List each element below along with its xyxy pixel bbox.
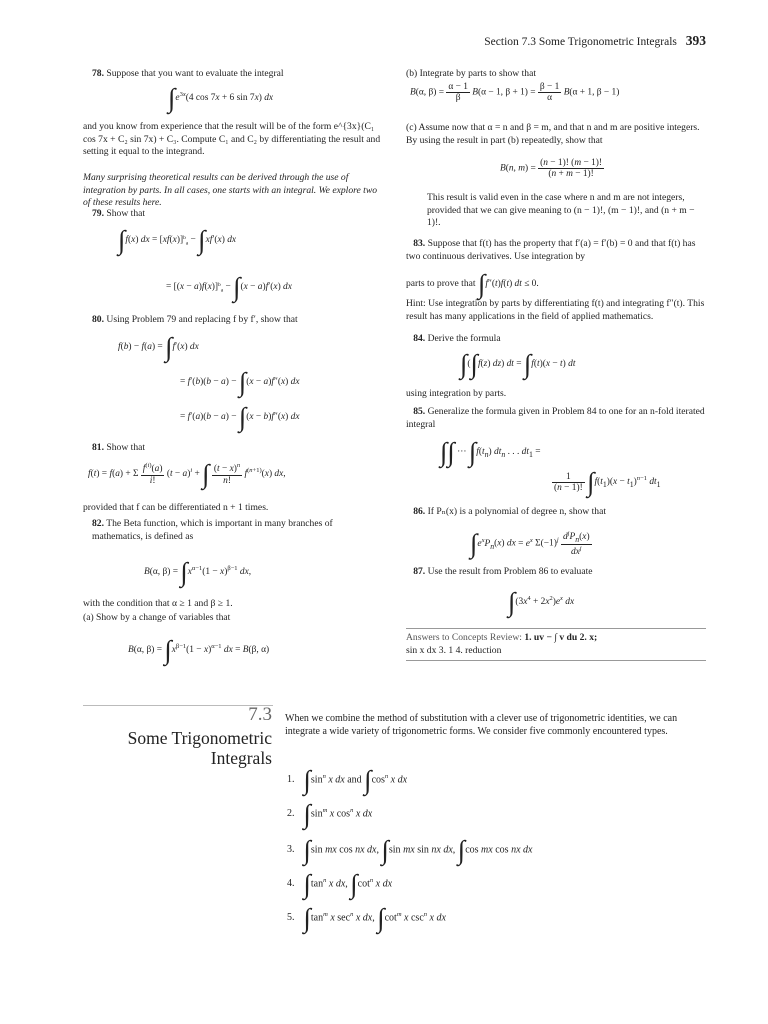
concepts-review-answers bbox=[406, 632, 706, 657]
equation-80-line3: = f′(a)(b − a) − ∫(x − b)f″(x) dx bbox=[180, 402, 300, 432]
problem-82-condition: with the condition that α ≥ 1 and β ≥ 1. bbox=[83, 598, 233, 609]
problem-81-after: provided that f can be differentiated n + 1 times. bbox=[83, 502, 269, 513]
answers-line2: sin x dx 3. 1 4. reduction bbox=[406, 644, 502, 656]
problem-number: 85. bbox=[413, 406, 426, 417]
problem-81 bbox=[92, 442, 382, 455]
section-title-line1: Some Trigonometric bbox=[127, 728, 272, 748]
equation-84: ∫(∫f(z) dz) dt = ∫f(t)(x − t) dt bbox=[460, 349, 576, 379]
problem-82-part-a: (a) Show by a change of variables that bbox=[83, 612, 231, 623]
problem-84-after: using integration by parts. bbox=[406, 388, 507, 399]
problem-number: 82. bbox=[92, 518, 104, 529]
problem-82-part-b: (b) Integrate by parts to show that bbox=[406, 68, 537, 79]
page-number: 393 bbox=[685, 33, 706, 48]
problem-number: 79. bbox=[92, 208, 104, 219]
problem-number: 80. bbox=[92, 314, 104, 325]
equation-81: f(t) = f(a) + Σ $\frac{f^{(i)}(a)}{i!}$ $(t - a)^i$ + ∫ $\frac{(t - x)^n}{n!}$ $f^{(n+1)}(x)$ dx, bbox=[88, 459, 286, 489]
section-title-line2: Integrals bbox=[210, 748, 272, 768]
problem-82-part-c: (c) Assume now that α = n and β = m, and that n and m are positive integers. By using the result in part (b) repeatedly, show that bbox=[406, 122, 700, 146]
problem-83 bbox=[406, 238, 708, 263]
equation-82b: B(α, β) = $\frac{\alpha - 1}{\beta}$ B(α − 1, β + 1) = $\frac{\beta - 1}{\alpha}$ B(α + 1, β − 1) bbox=[410, 82, 620, 103]
header-section: Section 7.3 Some Trigonometric Integrals bbox=[484, 36, 677, 48]
type-3: 3. ∫sin mx cos nx dx, ∫sin mx sin nx dx, ∫cos mx cos nx dx bbox=[287, 835, 533, 865]
section-intro: When we combine the method of substitution with a clever use of trigonometric identities, we can integrate a wide variety of trigonometric forms. We consider five commonly encountered types. bbox=[285, 713, 678, 737]
answer-2: 2. x; bbox=[579, 632, 598, 643]
equation-85-line2: $\frac{1}{(n - 1)!}$ $\int f(t_1)(x - t_1)^{n-1}$ $dt_1$ bbox=[554, 467, 661, 497]
problem-83-middle: parts to prove that ∫f″(t)f(t) dt ≤ 0. bbox=[406, 269, 539, 299]
problem-79 bbox=[92, 208, 382, 221]
equation-79-line1: ∫f(x) dx = $[xf(x)]^b_a - \int xf'(x)$ dx bbox=[118, 225, 237, 255]
equation-87: $\int(3x^4 + 2x^2)e^x$ dx bbox=[508, 587, 575, 617]
problem-text: Suppose that you want to evaluate the integral bbox=[106, 68, 284, 79]
problem-text: Generalize the formula given in Problem 84 to one for an n-fold iterated integral bbox=[406, 406, 705, 430]
problem-87 bbox=[406, 566, 706, 579]
equation-80-line1: f(b) − f(a) = ∫f′(x) dx bbox=[118, 332, 199, 362]
type-2: 2. $\int\sin^m$ x $\cos^n x$ dx bbox=[287, 799, 373, 829]
problem-78-body: and you know from experience that the result will be of the form e^{3x}(C₁ cos 7x + C₂ sin 7x) + C₃. Compute C₁ and C₂ by differentiating the result and setting it equal to the integrand. bbox=[83, 121, 381, 158]
problem-number: 87. bbox=[413, 566, 426, 577]
equation-85-line1: ∫∫ ··· $\int f(t_n)$ $dt_n$ . . . $dt_1$ = bbox=[440, 437, 541, 467]
answers-label: Answers to Concepts Review: bbox=[406, 632, 522, 643]
problem-80 bbox=[92, 314, 382, 327]
problem-text: Use the result from Problem 86 to evaluate bbox=[427, 566, 593, 577]
answers-bottom-rule bbox=[406, 660, 706, 661]
problem-86 bbox=[406, 506, 706, 519]
equation-82c: B(n, m) = $\frac{(n - 1)! (m - 1)!}{(n + m - 1)!}$ bbox=[500, 158, 602, 179]
problem-number: 83. bbox=[413, 238, 426, 249]
problem-85 bbox=[406, 406, 708, 431]
section-number: 7.3 bbox=[248, 704, 272, 725]
equation-86: $\int e^xP_n(x)$ dx = $e^x$ $\Sigma(-1)^j$ $\frac{d^jP_n(x)}{dx^j}$ bbox=[470, 528, 590, 559]
equation-80-line2: = f′(b)(b − a) − ∫(x − a)f″(x) dx bbox=[180, 367, 300, 397]
problem-83-hint: Hint: Use integration by parts by differentiating f(t) and integrating f″(t). This result has many applications in the field of applied mathematics. bbox=[406, 298, 705, 322]
running-header bbox=[484, 33, 706, 49]
problem-82-part-c-after: This result is valid even in the case where n and m are not integers, provided that we can give meaning to (n − 1)!, (m − 1)!, and (n + m − 1)!. bbox=[427, 192, 695, 229]
problem-text: Suppose that f(t) has the property that f′(a) = f′(b) = 0 and that f(t) has two continuous derivatives. Use integration by bbox=[406, 238, 696, 262]
equation-82-beta: B(α, $\beta) = \int x^{\alpha-1}(1 - x)^{\beta-1}$ dx, bbox=[144, 557, 252, 587]
answer-1: 1. uv − ∫ v du bbox=[524, 632, 578, 643]
type-4: 4. $\int\tan^n$ x dx, $\int\cot^n$ x dx bbox=[287, 869, 393, 899]
problem-text: Show that bbox=[106, 442, 146, 453]
equation-78: $\int e^{3x}(4$ cos 7x + 6 sin 7x) dx bbox=[168, 83, 274, 113]
problem-text: Using Problem 79 and replacing f by f′, show that bbox=[106, 314, 298, 325]
problem-number: 81. bbox=[92, 442, 104, 453]
problem-78 bbox=[92, 68, 382, 81]
answers-top-rule bbox=[406, 628, 706, 629]
problem-82 bbox=[92, 518, 382, 543]
type-5: 5. $\int\tan^m$ x $\sec^n x$ dx, $\int\cot^m$ x $\csc^n x$ dx bbox=[287, 903, 446, 933]
equation-79-line2: = $[(x - a)f(x)]^b_a - \int(x - a)f'(x)$ dx bbox=[166, 272, 292, 302]
type-1: 1. $\int\sin^n$ x dx and $\int\cos^n$ x dx bbox=[287, 765, 408, 795]
theory-note: Many surprising theoretical results can be derived through the use of integration by parts. In all cases, one starts with an integral. We explore two of these results here. bbox=[83, 172, 378, 209]
problem-number: 86. bbox=[413, 506, 426, 517]
problem-84 bbox=[406, 333, 706, 346]
problem-text: Show that bbox=[106, 208, 146, 219]
problem-text: The Beta function, which is important in many branches of mathematics, is defined as bbox=[92, 518, 333, 542]
problem-number: 78. bbox=[92, 68, 104, 79]
problem-text: Derive the formula bbox=[427, 333, 501, 344]
problem-text: parts to prove that bbox=[406, 278, 476, 290]
equation-82a: B(α, $\beta) = \int x^{\beta-1}(1 - x)^{\alpha-1}$ dx = B(β, α) bbox=[128, 635, 270, 665]
problem-text: If Pₙ(x) is a polynomial of degree n, show that bbox=[427, 506, 607, 517]
problem-number: 84. bbox=[413, 333, 426, 344]
